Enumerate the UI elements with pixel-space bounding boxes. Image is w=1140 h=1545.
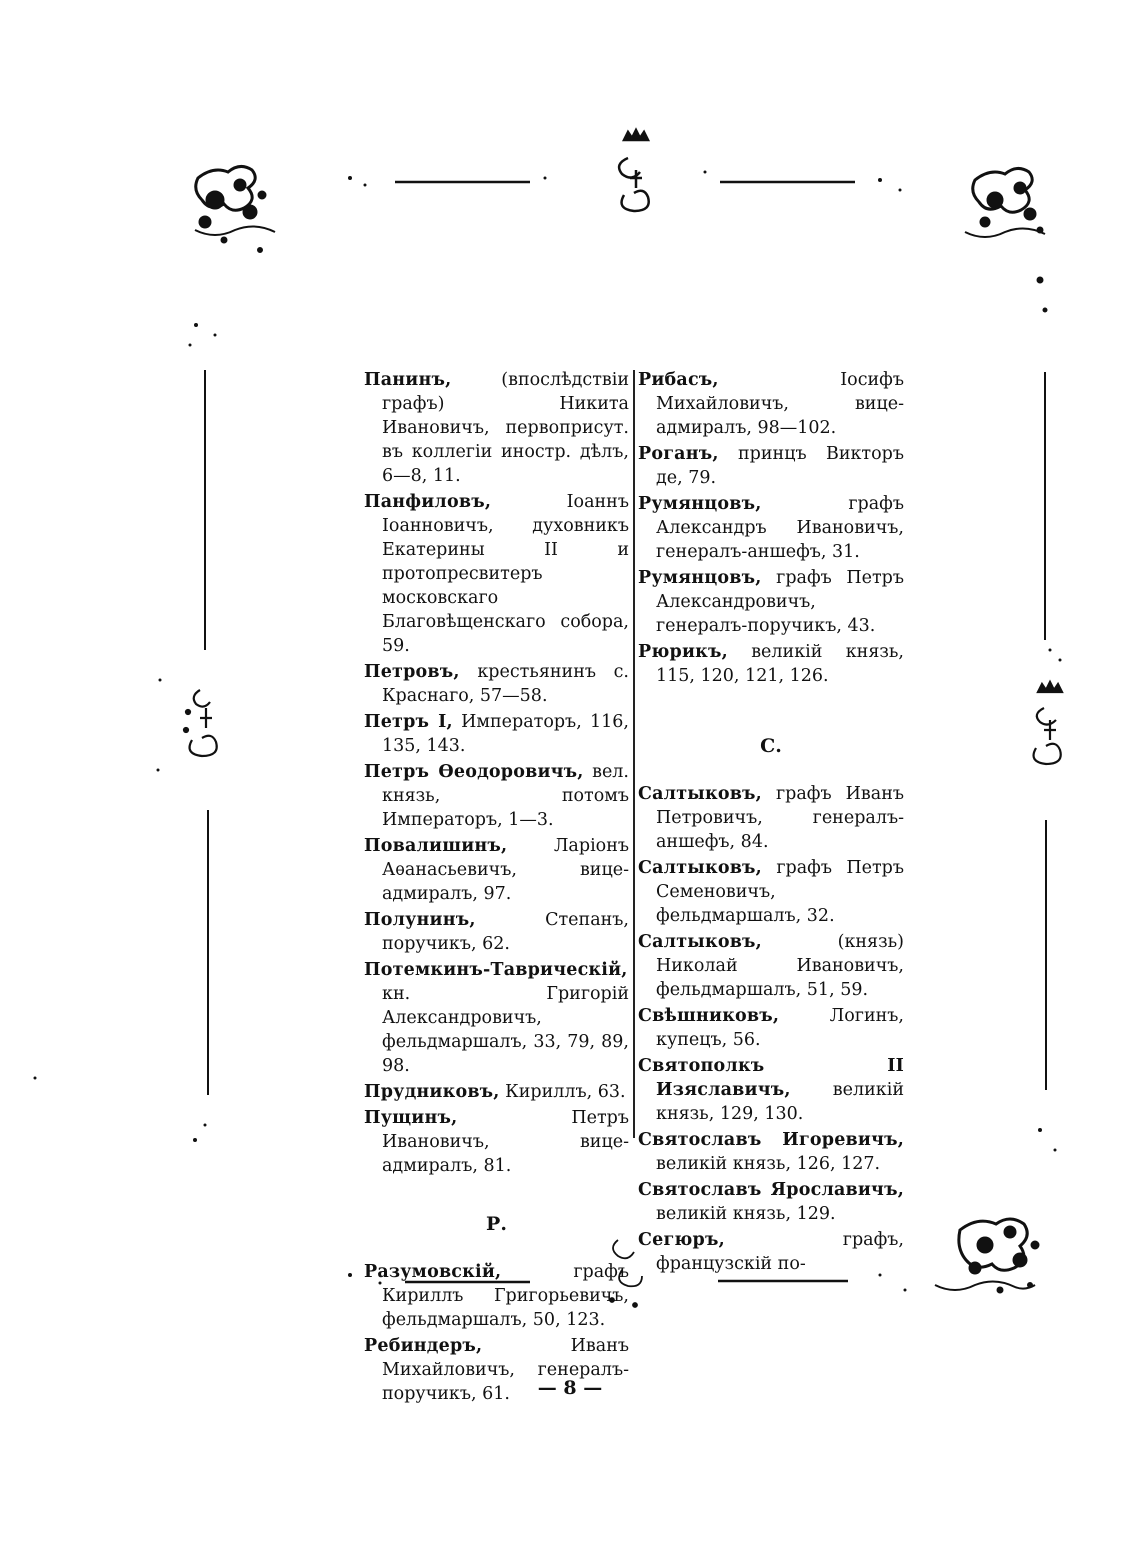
entry-name: Полунинъ, [364, 910, 476, 930]
entry-text: Іосифъ Михайловичъ, вице-адмиралъ, 98—102. [656, 370, 904, 438]
index-entry [364, 834, 629, 906]
index-entry [638, 566, 904, 638]
monogram-top-center [619, 130, 649, 211]
index-entry [638, 368, 904, 440]
entry-name: Повалишинъ, [364, 836, 508, 856]
entry-name: Прудниковъ, [364, 1082, 500, 1102]
monogram-right [1034, 682, 1062, 764]
entry-text: графъ, французскій по- [656, 1230, 904, 1274]
entry-name: Святославъ Игоревичъ, [638, 1130, 904, 1150]
index-entry [638, 1178, 904, 1226]
entry-text: великій князь, 129. [656, 1204, 836, 1224]
entry-name: Разумовскій, [364, 1262, 502, 1282]
index-entry [638, 640, 904, 688]
monogram-left [184, 690, 217, 756]
index-entry [638, 782, 904, 854]
index-entry [364, 710, 629, 758]
entry-text: графъ Петръ Семеновичъ, фельдмаршалъ, 32. [656, 858, 904, 926]
index-entry [364, 368, 629, 488]
index-entry [638, 1054, 904, 1126]
entry-text: графъ Петръ Александровичъ, генералъ-поручикъ, 43. [656, 568, 904, 636]
entry-text: (князь) Николай Ивановичъ, фельдмаршалъ, 51, 59. [656, 932, 904, 1000]
index-entry [364, 490, 629, 658]
index-entry [364, 1080, 629, 1104]
entry-name: Святополкъ II Изяславичъ, [638, 1056, 904, 1100]
page-number: — 8 — [537, 1377, 603, 1399]
index-entry [638, 442, 904, 490]
index-entry [638, 1004, 904, 1052]
corner-ornament-top-left [195, 166, 275, 252]
entry-text: Кириллъ, 63. [499, 1082, 626, 1102]
entry-name: Святославъ Ярославичъ, [638, 1180, 904, 1200]
entry-name: Ребиндеръ, [364, 1336, 483, 1356]
entry-text: принцъ Викторъ де, 79. [656, 444, 904, 488]
entry-text: великій князь, 115, 120, 121, 126. [656, 642, 904, 686]
index-entry [364, 1106, 629, 1178]
index-entry [364, 1260, 629, 1332]
entry-text: Ларіонъ Аѳанасьевичъ, вице-адмиралъ, 97. [382, 836, 629, 904]
entry-name: Салтыковъ, [638, 932, 762, 952]
index-entry [364, 660, 629, 708]
index-entry [638, 856, 904, 928]
entry-name: Салтыковъ, [638, 784, 762, 804]
entry-text: Іоаннъ Іоанновичъ, духовникъ Екатерины II и протопресвитеръ московскаго Благовѣщенскаго собора, 59. [382, 492, 629, 656]
index-entry [638, 492, 904, 564]
index-entry [638, 1128, 904, 1176]
entry-name: Пущинъ, [364, 1108, 458, 1128]
entry-name: Рюрикъ, [638, 642, 728, 662]
entry-text: графъ Иванъ Петровичъ, генералъ-аншефъ, 84. [656, 784, 904, 852]
column-divider [633, 370, 635, 1138]
entry-name: Петръ I, [364, 712, 453, 732]
entry-text: кн. Григорій Александровичъ, фельдмаршалъ, 33, 79, 89, 98. [382, 984, 629, 1076]
entry-name: Петровъ, [364, 662, 460, 682]
entry-text: крестьянинъ с. Краснаго, 57—58. [382, 662, 629, 706]
entry-name: Рибасъ, [638, 370, 719, 390]
index-entry [638, 1228, 904, 1276]
entry-name: Румянцовъ, [638, 568, 762, 588]
entry-text: вел. князь, потомъ Императоръ, 1—3. [382, 762, 629, 830]
entry-text: Императоръ, 116, 135, 143. [382, 712, 629, 756]
entry-name: Панфиловъ, [364, 492, 492, 512]
entry-text: графъ Александръ Ивановичъ, генералъ-аншефъ, 31. [656, 494, 904, 562]
entry-text: графъ Кириллъ Григорьевичъ, фельдмаршалъ, 50, 123. [382, 1262, 629, 1330]
corner-ornament-top-right [965, 168, 1047, 312]
entry-name: Петръ Ѳеодоровичъ, [364, 762, 584, 782]
entry-text: (впослѣдствіи графъ) Никита Ивановичъ, первоприсут. въ коллегіи иностр. дѣлъ, 6—8, 11. [382, 370, 629, 486]
section-heading: Р. [486, 1213, 507, 1235]
index-entry [364, 760, 629, 832]
entry-name: Панинъ, [364, 370, 452, 390]
entry-text: Иванъ Михайловичъ, генералъ-поручикъ, 61. [382, 1336, 629, 1404]
entry-text: Логинъ, купецъ, 56. [656, 1006, 904, 1050]
entry-name: Румянцовъ, [638, 494, 762, 514]
entry-name: Свѣшниковъ, [638, 1006, 780, 1026]
section-heading: С. [760, 735, 782, 757]
entry-name: Роганъ, [638, 444, 719, 464]
index-entry [364, 908, 629, 956]
entry-name: Сегюръ, [638, 1230, 725, 1250]
entry-text: великій князь, 129, 130. [656, 1080, 904, 1124]
corner-ornament-bottom-right [935, 1219, 1039, 1293]
index-entry [638, 930, 904, 1002]
entry-text: Степанъ, поручикъ, 62. [382, 910, 629, 954]
index-column-left [364, 368, 629, 1408]
entry-name: Потемкинъ-Таврическій, [364, 960, 628, 980]
index-entry [364, 958, 629, 1078]
entry-name: Салтыковъ, [638, 858, 762, 878]
entry-text: Петръ Ивановичъ, вице-адмиралъ, 81. [382, 1108, 629, 1176]
index-column-right [638, 368, 904, 1278]
entry-text: великій князь, 126, 127. [656, 1154, 881, 1174]
